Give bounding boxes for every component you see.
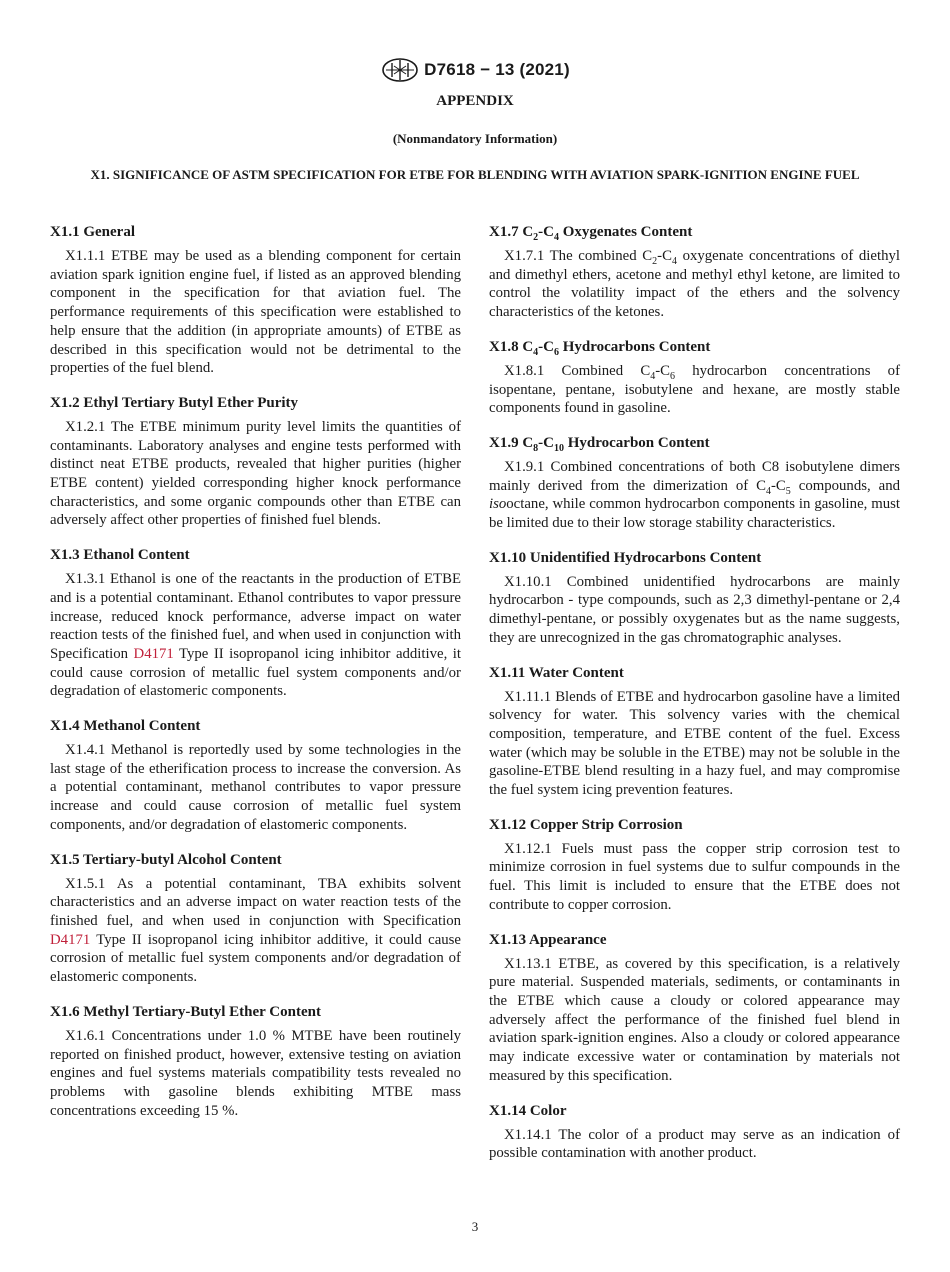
heading-text: X1.9 C <box>489 434 534 451</box>
section-body: X1.6.1 Concentrations under 1.0 % MTBE have been routinely reported on finished product, however, extensive testing on aviation engines and fuel systems materials compatibility tests revealed no problems with gasoline blends exhibiting MTBE mass concentrations exceeding 15 %. <box>50 1027 461 1119</box>
heading-text: -C <box>538 434 554 451</box>
subscript: 8 <box>533 442 539 454</box>
section-heading: X1.3 Ethanol Content <box>50 547 190 564</box>
heading-text: Hydrocarbons Content <box>559 338 711 355</box>
section-heading <box>489 222 900 242</box>
body-text: Type II isopropanol icing inhibitor additive, it could cause corrosion of metallic fuel system components and/or degradation of elastomeric components. <box>50 931 461 986</box>
appendix-section-title: X1. SIGNIFICANCE OF ASTM SPECIFICATION FOR ETBE FOR BLENDING WITH AVIATION SPARK-IGNITION ENGINE FUEL <box>90 167 860 182</box>
subscript: 4 <box>650 370 656 382</box>
section-x1-9 <box>489 433 900 533</box>
subscript: 4 <box>533 346 539 358</box>
section-body <box>489 458 900 533</box>
subscript: 6 <box>554 346 559 358</box>
body-text: hydrocarbon concentrations of isopentane, pentane, isobutylene and hexane, are mostly stable components found in gasoline. <box>489 362 901 417</box>
heading-text: Oxygenates Content <box>559 224 693 240</box>
section-body <box>489 247 900 322</box>
body-text: -C <box>657 248 672 264</box>
section-body: X1.12.1 Fuels must pass the copper strip corrosion test to minimize corrosion in fuel systems due to sulfur compounds in the fuel. This limit is included to ensure that the ETBE does not contribute to copper corrosion. <box>489 840 900 913</box>
section-x1-14 <box>489 1101 900 1163</box>
section-body: X1.10.1 Combined unidentified hydrocarbons are mainly hydrocarbon - type compounds, such as 2,3 dimethyl-pentane or 2,4 dimethyl-pentane, or possibly oxygenates but as the name suggests, they are unrecognized in the gas chromatographic analyses. <box>489 573 900 646</box>
body-text: -C <box>771 477 786 494</box>
subscript: 5 <box>785 485 791 497</box>
subscript: 10 <box>554 442 564 454</box>
section-heading: X1.5 Tertiary-butyl Alcohol Content <box>50 851 282 868</box>
subscript: 4 <box>671 255 677 267</box>
heading-text: X1.7 C <box>489 224 534 240</box>
subscript: 4 <box>766 485 771 497</box>
section-x1-11 <box>489 663 900 800</box>
body-text: compounds, and <box>790 477 900 494</box>
section-heading: X1.10 Unidentified Hydrocarbons Content <box>489 549 762 566</box>
section-x1-1 <box>50 222 461 378</box>
body-text: X1.7.1 The combined C <box>504 248 653 264</box>
section-heading: X1.2 Ethyl Tertiary Butyl Ether Purity <box>50 394 299 411</box>
body-text: X1.9.1 Combined concentrations of both C8 isobutylene dimers mainly derived from the dimerization of C <box>489 458 900 494</box>
document-id <box>0 58 950 82</box>
section-body: X1.14.1 The color of a product may serve as an indication of possible contamination with another product. <box>489 1126 900 1162</box>
section-heading: X1.12 Copper Strip Corrosion <box>489 816 683 833</box>
section-x1-7 <box>489 222 900 322</box>
d4171-link[interactable]: D4171 <box>50 931 91 948</box>
heading-text: X1.8 C <box>489 338 534 355</box>
section-heading: X1.6 Methyl Tertiary-Butyl Ether Content <box>50 1003 321 1020</box>
heading-text: -C <box>538 224 554 240</box>
section-x1-3 <box>50 545 461 701</box>
section-heading: X1.11 Water Content <box>489 664 624 681</box>
heading-text: Hydrocarbon Content <box>564 434 710 451</box>
subscript: 2 <box>652 255 658 267</box>
body-text: octane, while common hydrocarbon components in gasoline, must be limited due to their low storage stability characteristics. <box>489 496 900 532</box>
nonmandatory-label: (Nonmandatory Information) <box>392 131 558 146</box>
subscript: 2 <box>533 232 539 243</box>
section-x1-12 <box>489 815 900 915</box>
section-body: X1.4.1 Methanol is reportedly used by some technologies in the last stage of the etherification process to increase the conversion. As a potential contaminant, methanol contributes to vapor pressure increase and could cause corrosion of metallic fuel system components, and/or degradation of elastomeric components. <box>50 742 461 833</box>
section-body: X1.2.1 The ETBE minimum purity level limits the quantities of contaminants. Laboratory analyses and engine tests performed with distinct neat ETBE products, revealed that higher purities (higher ETBE content) yielded corresponding higher knock performance characteristics, and some organic compounds other than ETBE can adversely affect other properties of finished fuel blends. <box>50 418 461 529</box>
body-text: -C <box>655 362 671 379</box>
body-text: oxygenate concentrations of diethyl and dimethyl ethers, acetone and methyl ethyl ketone, are limited to control the volatility impact of the ethers and the solvency characteristics of the ketones. <box>489 248 900 321</box>
body-text: X1.5.1 As a potential contaminant, TBA exhibits solvent characteristics and an adverse impact on water reaction tests of the finished fuel, and when used in conjunction with Specification <box>50 875 461 929</box>
document-code: D7618 − 13 (2021) <box>424 60 570 79</box>
section-heading: X1.13 Appearance <box>489 931 607 948</box>
astm-logo-icon <box>380 57 420 83</box>
right-column <box>489 222 900 1178</box>
section-body <box>489 362 900 418</box>
italic-text: iso <box>489 496 507 513</box>
section-heading: X1.4 Methanol Content <box>50 718 201 735</box>
appendix-title: APPENDIX <box>436 93 514 109</box>
section-x1-5 <box>50 850 461 987</box>
section-x1-4 <box>50 716 461 835</box>
page-number: 3 <box>471 1219 479 1234</box>
section-heading <box>489 433 900 453</box>
body-text: X1.8.1 Combined C <box>504 362 651 379</box>
section-x1-2 <box>50 393 461 530</box>
section-body: X1.11.1 Blends of ETBE and hydrocarbon gasoline have a limited solvency for water. This solvency varies with the chemical composition, temperature, and ETBE content of the fuel. Excess water (which may be soluble in the ETBE) may not be soluble in the gasoline-ETBE blend resulting in a hazy fuel, and may compromise the fuel system icing prevention features. <box>489 688 900 799</box>
section-body <box>50 875 461 987</box>
heading-text: -C <box>538 338 554 355</box>
subscript: 6 <box>670 370 676 382</box>
section-heading: X1.1 General <box>50 224 135 240</box>
section-heading: X1.14 Color <box>489 1102 567 1119</box>
section-body: X1.13.1 ETBE, as covered by this specification, is a relatively pure material. Suspended materials, sediments, or contaminants in the ETBE which cause a cloudy or colored appearance may adversely affect the performance of the finished fuel blend in aviation spark-ignition engines. Also a cloudy or colored appearance may indicate excessive water or contamination by materials not measured by this specification. <box>489 955 900 1084</box>
section-x1-6 <box>50 1002 461 1121</box>
section-body <box>50 570 461 701</box>
section-x1-8 <box>489 337 900 418</box>
subscript: 4 <box>554 232 559 243</box>
section-x1-10 <box>489 548 900 648</box>
section-body: X1.1.1 ETBE may be used as a blending component for certain aviation spark ignition engine fuel, if listed as an approved blending component in the specification for that aviation fuel. The performance requirements of this specification were established to help ensure that the addition (in appropriate amounts) of ETBE as described in this specification would not be detrimental to the properties of the fuel blend. <box>50 248 461 377</box>
left-column <box>50 222 461 1135</box>
body-text: Type II isopropanol icing inhibitor additive, it could cause corrosion of metallic fuel system components and/or degradation of elastomeric components. <box>50 645 461 700</box>
section-x1-13 <box>489 930 900 1086</box>
section-heading <box>489 337 900 357</box>
d4171-link[interactable]: D4171 <box>133 645 174 662</box>
body-text: X1.3.1 Ethanol is one of the reactants in the production of ETBE and is a potential contaminant. Ethanol contributes to vapor pressure increase, reduced knock performance, adverse impact on water reaction tests of the finished fuel, and when used in conjunction with Specification <box>50 571 461 662</box>
